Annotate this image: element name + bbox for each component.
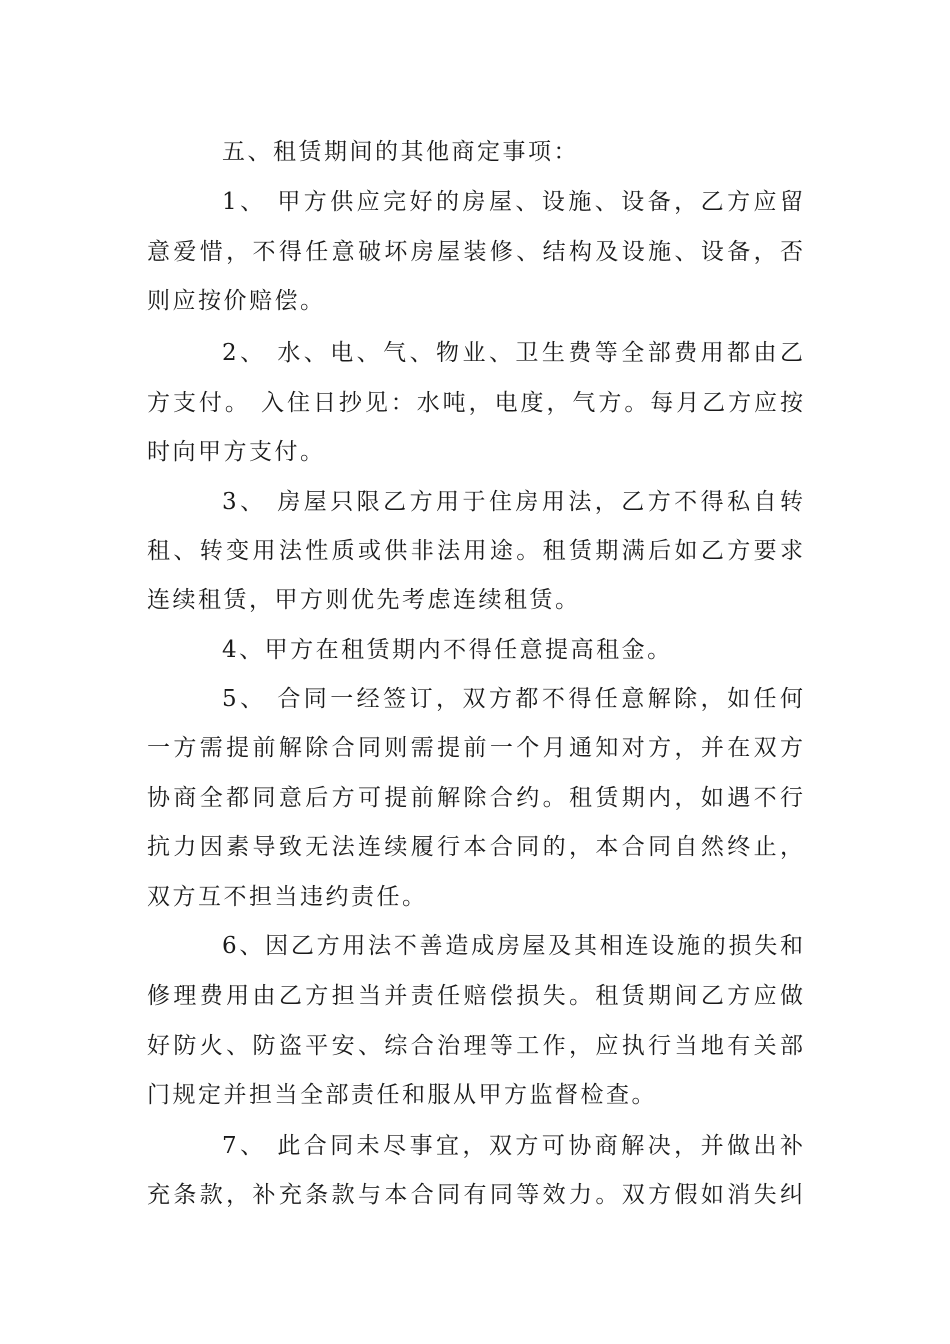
clause-2-line-3: 时向甲方支付。 xyxy=(147,439,326,465)
clause-1-line-3: 则应按价赔偿。 xyxy=(147,288,326,314)
clause-5-line-3: 协商全都同意后方可提前解除合约。租赁期内，如遇不行 xyxy=(147,785,803,811)
clause-4-line-1: 4、甲方在租赁期内不得任意提高租金。 xyxy=(222,637,673,663)
clause-5-line-4: 抗力因素导致无法连续履行本合同的，本合同自然终止， xyxy=(147,834,803,860)
clause-6-line-3: 好防火、防盗平安、综合治理等工作，应执行当地有关部 xyxy=(147,1033,803,1059)
clause-5-line-5: 双方互不担当违约责任。 xyxy=(147,884,428,910)
clause-6-line-1: 6、因乙方用法不善造成房屋及其相连设施的损失和 xyxy=(222,933,803,959)
clause-3-line-1: 3、 房屋只限乙方用于住房用法，乙方不得私自转 xyxy=(222,489,803,515)
clause-6-line-2: 修理费用由乙方担当并责任赔偿损失。租赁期间乙方应做 xyxy=(147,983,803,1009)
clause-5-line-2: 一方需提前解除合同则需提前一个月通知对方，并在双方 xyxy=(147,735,803,761)
clause-2-line-1: 2、 水、电、气、物业、卫生费等全部费用都由乙 xyxy=(222,340,803,366)
clause-3-line-3: 连续租赁，甲方则优先考虑连续租赁。 xyxy=(147,587,581,613)
section-heading: 五、租赁期间的其他商定事项： xyxy=(222,139,579,165)
clause-1-line-2: 意爱惜，不得任意破坏房屋装修、结构及设施、设备，否 xyxy=(147,239,803,265)
clause-5-line-1: 5、 合同一经签订，双方都不得任意解除，如任何 xyxy=(222,686,803,712)
clause-2-line-2: 方支付。 入住日抄见：水吨，电度，气方。每月乙方应按 xyxy=(147,390,803,416)
clause-6-line-4: 门规定并担当全部责任和服从甲方监督检查。 xyxy=(147,1082,657,1108)
clause-7-line-2: 充条款，补充条款与本合同有同等效力。双方假如消失纠 xyxy=(147,1182,803,1208)
clause-3-line-2: 租、转变用法性质或供非法用途。租赁期满后如乙方要求 xyxy=(147,538,803,564)
clause-7-line-1: 7、 此合同未尽事宜，双方可协商解决，并做出补 xyxy=(222,1133,803,1159)
clause-1-line-1: 1、 甲方供应完好的房屋、设施、设备，乙方应留 xyxy=(222,189,803,215)
